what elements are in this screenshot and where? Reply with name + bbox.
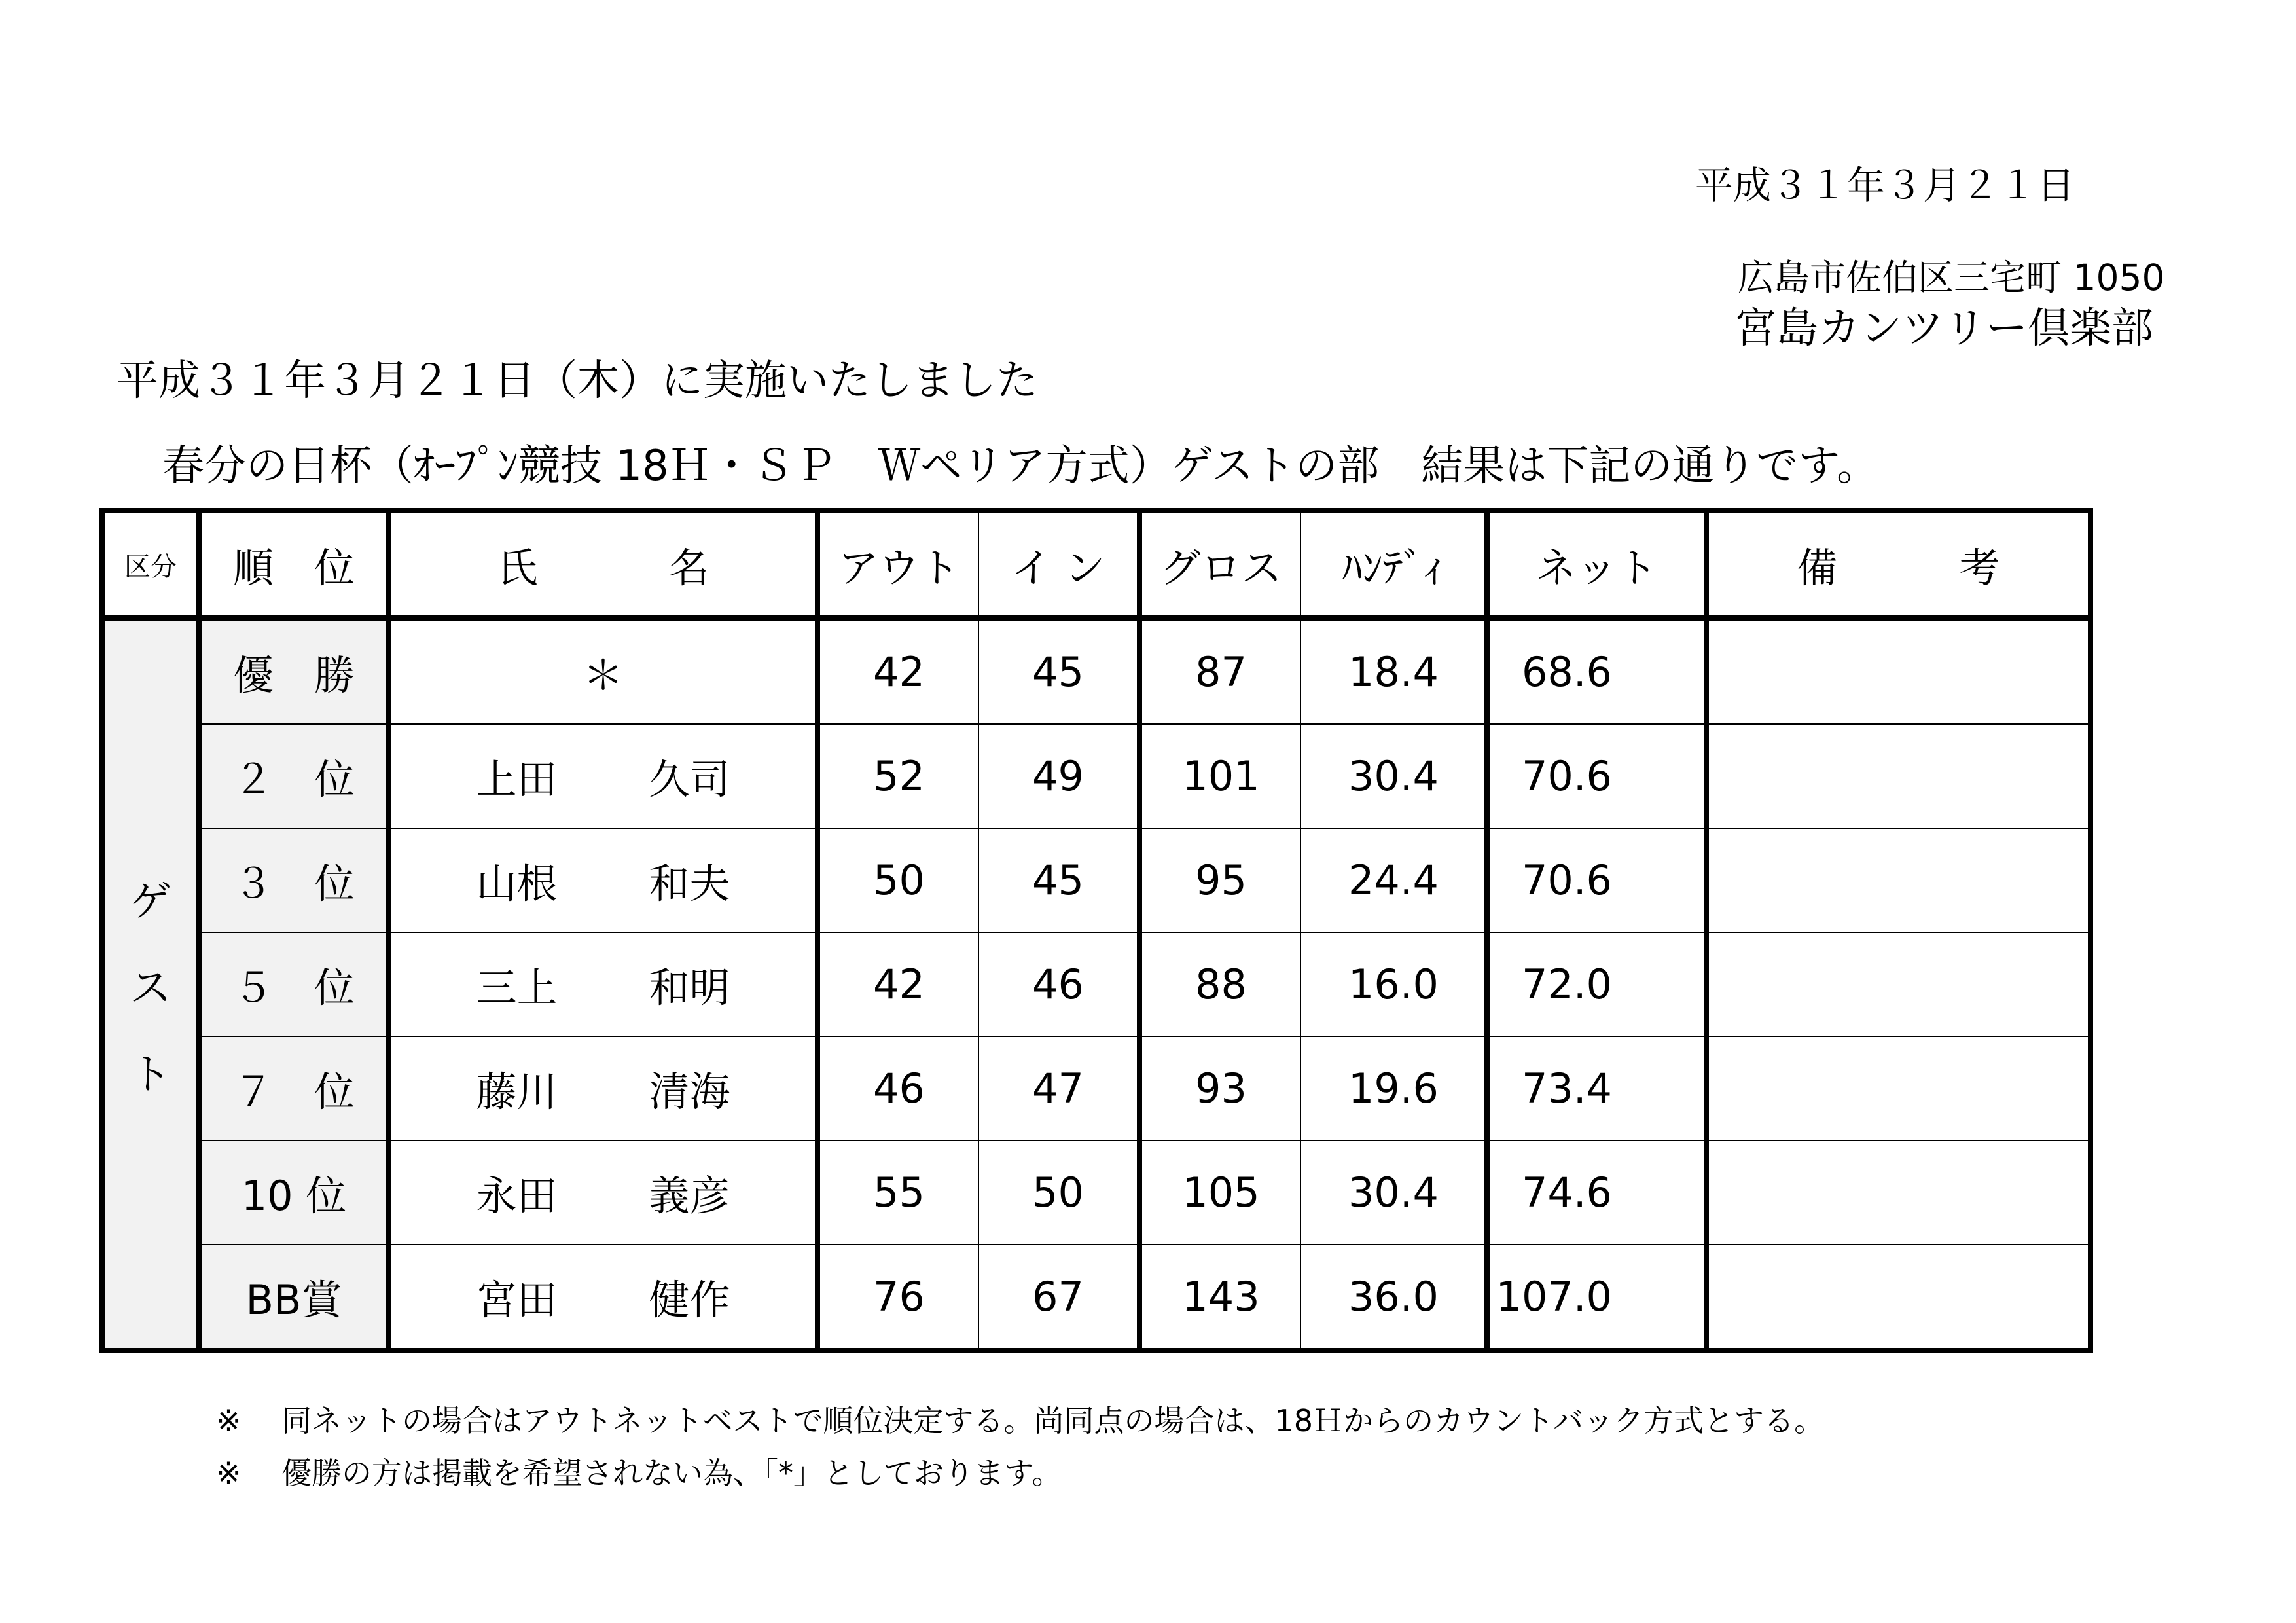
header-net: ネット: [1487, 511, 1706, 618]
category-char: ゲ: [130, 877, 171, 926]
out-cell: 46: [817, 1036, 978, 1140]
in-cell: 45: [978, 618, 1139, 724]
table-row: [102, 618, 2090, 724]
name-cell: [389, 1245, 817, 1351]
name-cell: [389, 932, 817, 1036]
handicap-cell: 18.4: [1300, 618, 1487, 724]
rank-cell: 優 勝: [199, 618, 389, 724]
out-cell: 42: [817, 932, 978, 1036]
surname: 宮田: [476, 1276, 558, 1324]
surname: 藤川: [476, 1068, 558, 1116]
remarks-cell: [1706, 1036, 2090, 1140]
gross-cell: 93: [1139, 1036, 1300, 1140]
out-cell: 50: [817, 828, 978, 932]
remarks-cell: [1706, 932, 2090, 1036]
given-name: 健作: [649, 1276, 730, 1324]
table-row: [102, 1245, 2090, 1351]
in-cell: 47: [978, 1036, 1139, 1140]
club-address: 広島市佐伯区三宅町 1050: [1738, 257, 2165, 299]
header-category: 区分: [102, 511, 199, 618]
rank-cell: ７ 位: [199, 1036, 389, 1140]
results-table: [99, 508, 2093, 1353]
handicap-cell: 24.4: [1300, 828, 1487, 932]
in-cell: 49: [978, 724, 1139, 828]
rank-cell: ５ 位: [199, 932, 389, 1036]
category-char: ト: [130, 1050, 171, 1099]
header-remarks: 備 考: [1706, 511, 2090, 618]
in-cell: 45: [978, 828, 1139, 932]
category-guest: [102, 618, 199, 1351]
net-cell: 70.6: [1487, 828, 1706, 932]
table-row: [102, 1036, 2090, 1140]
name-cell: [389, 828, 817, 932]
given-name: 和明: [649, 964, 730, 1012]
out-cell: 52: [817, 724, 978, 828]
remarks-cell: [1706, 1140, 2090, 1245]
given-name: 清海: [649, 1068, 730, 1116]
handicap-cell: 30.4: [1300, 724, 1487, 828]
header-handicap: ﾊﾝﾃﾞｨ: [1300, 511, 1487, 618]
notes: [216, 1395, 1824, 1499]
out-cell: 76: [817, 1245, 978, 1351]
given-name: 義彦: [649, 1172, 730, 1220]
surname: 上田: [476, 756, 558, 803]
handicap-cell: 19.6: [1300, 1036, 1487, 1140]
in-cell: 67: [978, 1245, 1139, 1351]
rank-cell: ３ 位: [199, 828, 389, 932]
net-cell: 70.6: [1487, 724, 1706, 828]
surname: 永田: [476, 1172, 558, 1220]
out-cell: 55: [817, 1140, 978, 1245]
rank-cell: BB賞: [199, 1245, 389, 1351]
note-text: 同ネットの場合はアウトネットベストで順位決定する。尚同点の場合は、18Ｈからのカウントバック方式とする。: [281, 1403, 1825, 1438]
remarks-cell: [1706, 724, 2090, 828]
remarks-cell: [1706, 828, 2090, 932]
header-name-mei: 名: [668, 543, 709, 592]
net-cell: 73.4: [1487, 1036, 1706, 1140]
surname: 三上: [476, 964, 558, 1012]
net-cell: 74.6: [1487, 1140, 1706, 1245]
table-row: [102, 724, 2090, 828]
note-line: [216, 1395, 1824, 1447]
document-date: 平成３１年３月２１日: [1695, 163, 2075, 208]
gross-cell: 143: [1139, 1245, 1300, 1351]
net-cell: 107.0: [1487, 1245, 1706, 1351]
gross-cell: 87: [1139, 618, 1300, 724]
note-line: [216, 1447, 1824, 1499]
given-name: 和夫: [649, 860, 730, 907]
table-row: [102, 932, 2090, 1036]
table-row: [102, 1140, 2090, 1245]
rank-cell: 10 位: [199, 1140, 389, 1245]
club-name: 宮島カンツリー倶楽部: [1734, 304, 2153, 353]
out-cell: 42: [817, 618, 978, 724]
gross-cell: 101: [1139, 724, 1300, 828]
handicap-cell: 36.0: [1300, 1245, 1487, 1351]
net-cell: 68.6: [1487, 618, 1706, 724]
header-rank: 順 位: [199, 511, 389, 618]
in-cell: 46: [978, 932, 1139, 1036]
handicap-cell: 16.0: [1300, 932, 1487, 1036]
header-gross: グロス: [1139, 511, 1300, 618]
note-mark: ※: [216, 1455, 242, 1491]
header-out: アウト: [817, 511, 978, 618]
category-char: ス: [130, 964, 171, 1013]
intro-line-2: 春分の日杯（ｵｰﾌﾟﾝ競技 18Ｈ・ＳＰ Ｗペリア方式）ゲストの部 結果は下記の通りです。: [162, 442, 1879, 490]
name-cell: [389, 724, 817, 828]
intro-line-1: 平成３１年３月２１日（木）に実施いたしました: [117, 357, 1038, 405]
gross-cell: 88: [1139, 932, 1300, 1036]
in-cell: 50: [978, 1140, 1139, 1245]
net-cell: 72.0: [1487, 932, 1706, 1036]
name-cell: [389, 1036, 817, 1140]
table-row: [102, 828, 2090, 932]
surname: 山根: [476, 860, 558, 907]
note-mark: ※: [216, 1403, 242, 1438]
handicap-cell: 30.4: [1300, 1140, 1487, 1245]
gross-cell: 95: [1139, 828, 1300, 932]
remarks-cell: [1706, 1245, 2090, 1351]
name-cell: [389, 1140, 817, 1245]
header-name-sei: 氏: [497, 543, 538, 592]
header-in: イ ン: [978, 511, 1139, 618]
header-name: [389, 511, 817, 618]
header-row: [102, 511, 2090, 618]
name-cell: ＊: [389, 618, 817, 724]
rank-cell: ２ 位: [199, 724, 389, 828]
gross-cell: 105: [1139, 1140, 1300, 1245]
given-name: 久司: [649, 756, 730, 803]
note-text: 優勝の方は掲載を希望されない為、「*」としております。: [281, 1455, 1062, 1491]
remarks-cell: [1706, 618, 2090, 724]
